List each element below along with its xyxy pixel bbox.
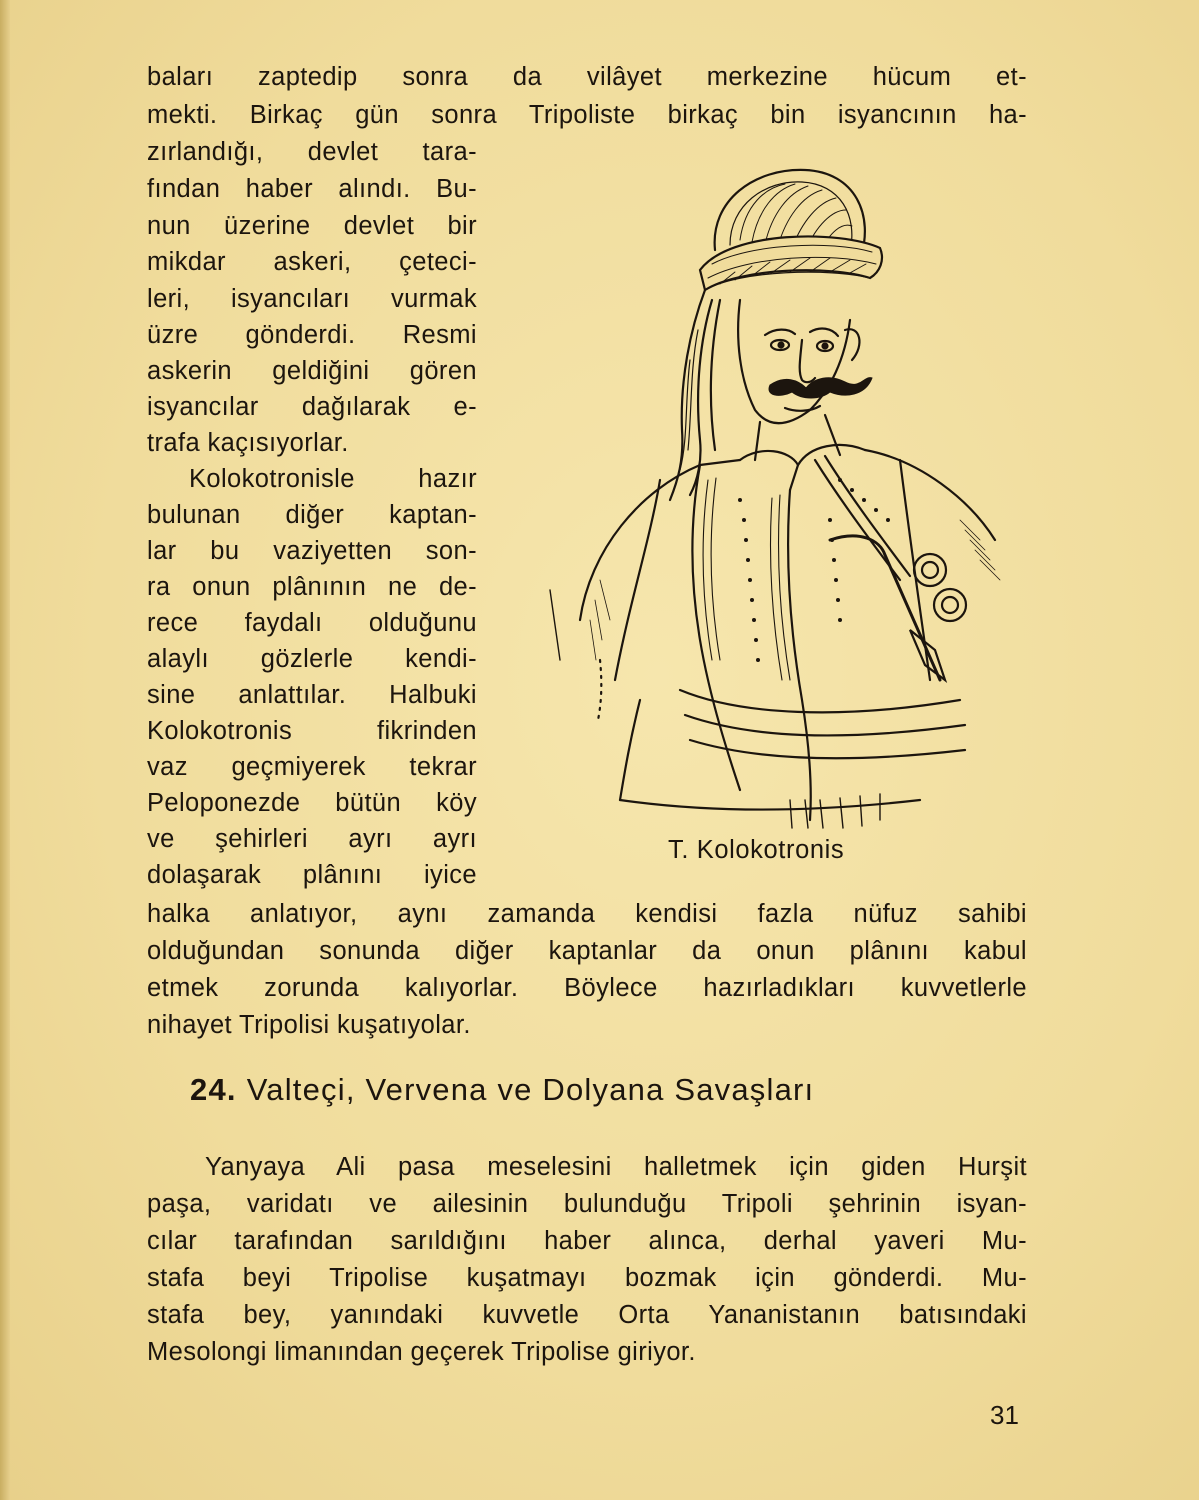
text-line: Kolokotronisle hazır — [189, 465, 477, 493]
section-title: Valteçi, Vervena ve Dolyana Savaşları — [246, 1072, 815, 1107]
text-line: alaylı gözlerle kendi- — [147, 645, 477, 673]
text-line: etmek zorunda kalıyorlar. Böylece hazırladıkları kuvvetlerle — [147, 974, 1027, 1002]
text-line: askerin geldiğini gören — [147, 357, 477, 385]
text-line: zırlandığı, devlet tara- — [147, 138, 477, 166]
text-line: isyancılar dağılarak e- — [147, 393, 477, 421]
text-line: rece faydalı olduğunu — [147, 609, 477, 637]
text-line: leri, isyancıları vurmak — [147, 285, 477, 313]
text-line: fından haber alındı. Bu- — [147, 175, 477, 203]
page-spine-edge — [0, 0, 10, 1500]
text-line: stafa bey, yanındaki kuvvetle Orta Yananistanın batısındaki — [147, 1301, 1027, 1329]
text-line: nihayet Tripolisi kuşatıyolar. — [147, 1011, 471, 1039]
kolokotronis-portrait-illustration — [540, 160, 1020, 840]
text-line: mekti. Birkaç gün sonra Tripoliste birkaç bin isyancının ha- — [147, 101, 1027, 129]
text-line: cılar tarafından sarıldığını haber alınca, derhal yaveri Mu- — [147, 1227, 1027, 1255]
text-line: mikdar askeri, çeteci- — [147, 248, 477, 276]
text-line: trafa kaçısıyorlar. — [147, 429, 349, 457]
text-line: paşa, varidatı ve ailesinin bulunduğu Tripoli şehrinin isyan- — [147, 1190, 1027, 1218]
text-line: sine anlattılar. Halbuki — [147, 681, 477, 709]
text-line: stafa beyi Tripolise kuşatmayı bozmak için gönderdi. Mu- — [147, 1264, 1027, 1292]
text-line: Peloponezde bütün köy — [147, 789, 477, 817]
text-line: dolaşarak plânını iyice — [147, 861, 477, 889]
text-line: bulunan diğer kaptan- — [147, 501, 477, 529]
text-line: ve şehirleri ayrı ayrı — [147, 825, 477, 853]
text-line: Yanyaya Ali pasa meselesini halletmek için giden Hurşit — [205, 1153, 1027, 1181]
illustration-caption: T. Kolokotronis — [668, 836, 845, 864]
page-number: 31 — [990, 1400, 1019, 1430]
text-line: Kolokotronis fikrinden — [147, 717, 477, 745]
text-line: baları zaptedip sonra da vilâyet merkezine hücum et- — [147, 63, 1027, 91]
section-number: 24. — [190, 1072, 237, 1107]
text-line: lar bu vaziyetten son- — [147, 537, 477, 565]
text-line: nun üzerine devlet bir — [147, 212, 477, 240]
text-line: ra onun plânının ne de- — [147, 573, 477, 601]
text-line: olduğundan sonunda diğer kaptanlar da onun plânını kabul — [147, 937, 1027, 965]
section-heading — [190, 1072, 814, 1108]
text-line: vaz geçmiyerek tekrar — [147, 753, 477, 781]
text-line: Mesolongi limanından geçerek Tripolise giriyor. — [147, 1338, 696, 1366]
text-line: halka anlatıyor, aynı zamanda kendisi fazla nüfuz sahibi — [147, 900, 1027, 928]
text-line: üzre gönderdi. Resmi — [147, 321, 477, 349]
